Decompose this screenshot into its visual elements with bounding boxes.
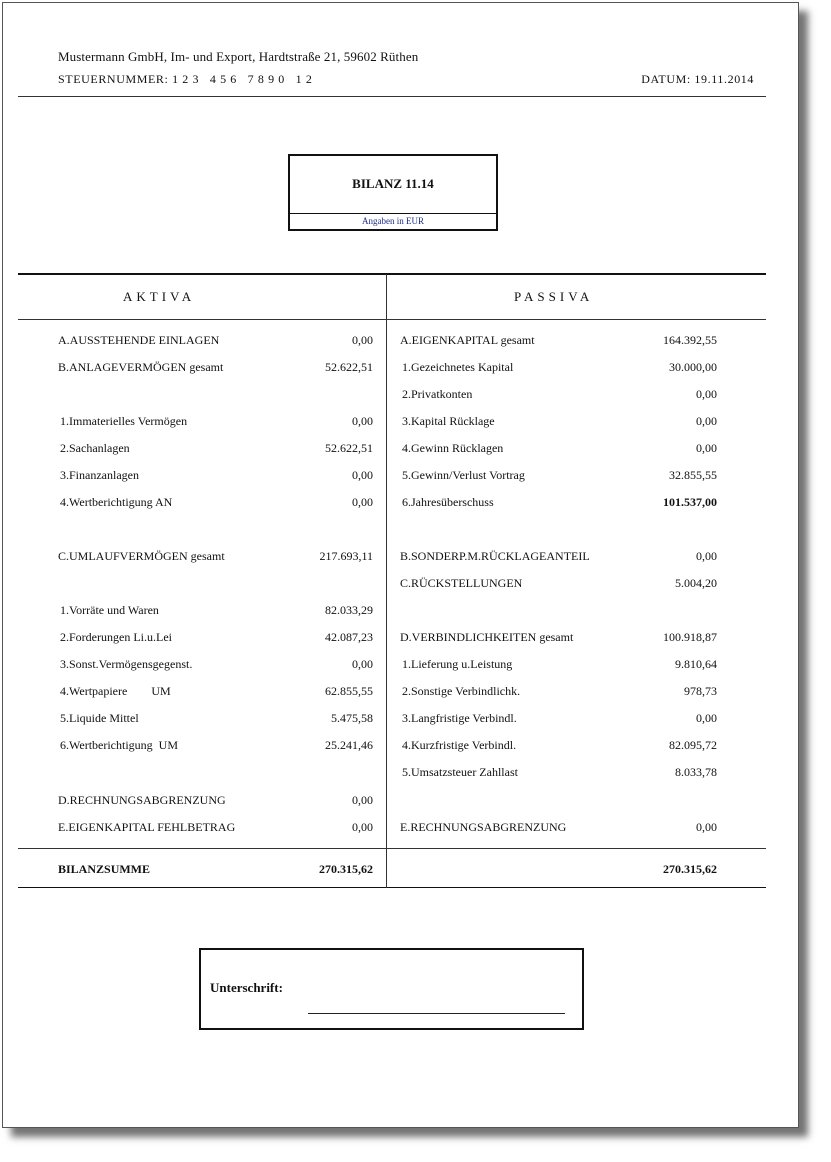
document-date: DATUM: 19.11.2014 <box>641 72 754 86</box>
passiva-row <box>400 684 717 700</box>
passiva-value: 30.000,00 <box>669 360 717 374</box>
passiva-heading: PASSIVA <box>514 289 594 304</box>
passiva-value: 164.392,55 <box>663 333 717 347</box>
table-bottom-border <box>18 887 766 888</box>
aktiva-row <box>58 360 373 376</box>
aktiva-value: 0,00 <box>352 820 373 834</box>
title-box <box>288 154 498 231</box>
table-column-divider <box>386 274 387 888</box>
passiva-row <box>400 820 717 836</box>
aktiva-row <box>58 711 373 727</box>
aktiva-value: 52.622,51 <box>325 360 373 374</box>
passiva-label: B.SONDERP.M.RÜCKLAGEANTEIL <box>400 549 590 563</box>
passiva-label: 6.Jahresüberschuss <box>402 495 494 509</box>
passiva-label: E.RECHNUNGSABGRENZUNG <box>400 820 567 834</box>
total-aktiva-value: 270.315,62 <box>319 862 373 876</box>
aktiva-label: 6.Wertberichtigung UM <box>60 738 179 752</box>
passiva-row <box>400 576 717 592</box>
aktiva-label: 2.Sachanlagen <box>60 441 130 455</box>
aktiva-row <box>58 333 373 349</box>
header-meta <box>58 72 754 87</box>
aktiva-value: 25.241,46 <box>325 738 373 752</box>
aktiva-value: 5.475,58 <box>331 711 373 725</box>
aktiva-label: E.EIGENKAPITAL FEHLBETRAG <box>58 820 236 834</box>
passiva-row <box>400 738 717 754</box>
aktiva-value: 0,00 <box>352 333 373 347</box>
aktiva-row <box>58 603 373 619</box>
passiva-label: 5.Umsatzsteuer Zahllast <box>402 765 518 779</box>
aktiva-label: C.UMLAUFVERMÖGEN gesamt <box>58 549 225 563</box>
aktiva-value: 0,00 <box>352 495 373 509</box>
passiva-label: 4.Kurzfristige Verbindl. <box>402 738 517 752</box>
passiva-label: 5.Gewinn/Verlust Vortrag <box>402 468 525 482</box>
passiva-value: 101.537,00 <box>663 495 717 509</box>
passiva-row <box>400 495 717 511</box>
passiva-label: 1.Gezeichnetes Kapital <box>402 360 514 374</box>
aktiva-row <box>58 820 373 836</box>
passiva-row <box>400 333 717 349</box>
aktiva-row <box>58 684 373 700</box>
aktiva-value: 52.622,51 <box>325 441 373 455</box>
header-divider <box>18 96 766 97</box>
passiva-value: 82.095,72 <box>669 738 717 752</box>
total-row-aktiva <box>58 862 373 878</box>
document-page <box>2 2 799 1128</box>
passiva-label: 1.Lieferung u.Leistung <box>402 657 513 671</box>
total-label: BILANZSUMME <box>58 862 151 876</box>
passiva-label: 2.Sonstige Verbindlichk. <box>402 684 521 698</box>
balance-title: BILANZ 11.14 <box>352 176 434 191</box>
table-header-divider <box>18 319 766 320</box>
aktiva-value: 42.087,23 <box>325 630 373 644</box>
total-passiva-value: 270.315,62 <box>663 862 717 876</box>
aktiva-row <box>58 657 373 673</box>
passiva-value: 9.810,64 <box>675 657 717 671</box>
passiva-row <box>400 441 717 457</box>
currency-note: Angaben in EUR <box>290 213 496 229</box>
passiva-value: 0,00 <box>696 549 717 563</box>
aktiva-label: 2.Forderungen Li.u.Lei <box>60 630 172 644</box>
passiva-label: C.RÜCKSTELLUNGEN <box>400 576 523 590</box>
aktiva-label: 4.Wertberichtigung AN <box>60 495 173 509</box>
aktiva-row <box>58 630 373 646</box>
passiva-label: D.VERBINDLICHKEITEN gesamt <box>400 630 574 644</box>
passiva-value: 100.918,87 <box>663 630 717 644</box>
passiva-value: 32.855,55 <box>669 468 717 482</box>
passiva-label: A.EIGENKAPITAL gesamt <box>400 333 535 347</box>
signature-line[interactable] <box>308 1013 565 1014</box>
aktiva-label: 3.Finanzanlagen <box>60 468 139 482</box>
aktiva-label: 3.Sonst.Vermögensgegenst. <box>60 657 193 671</box>
aktiva-row <box>58 468 373 484</box>
aktiva-value: 0,00 <box>352 793 373 807</box>
aktiva-row <box>58 414 373 430</box>
aktiva-row <box>58 793 373 809</box>
passiva-label: 2.Privatkonten <box>402 387 473 401</box>
passiva-row <box>400 387 717 403</box>
aktiva-value: 0,00 <box>352 657 373 671</box>
aktiva-label: A.AUSSTEHENDE EINLAGEN <box>58 333 220 347</box>
passiva-value: 8.033,78 <box>675 765 717 779</box>
passiva-value: 0,00 <box>696 711 717 725</box>
aktiva-label: 4.Wertpapiere UM <box>60 684 171 698</box>
aktiva-heading: AKTIVA <box>123 289 196 304</box>
aktiva-label: 1.Immaterielles Vermögen <box>60 414 188 428</box>
passiva-row <box>400 711 717 727</box>
signature-box <box>199 948 584 1030</box>
aktiva-value: 0,00 <box>352 414 373 428</box>
signature-label: Unterschrift: <box>210 980 283 995</box>
total-row-passiva <box>400 862 717 878</box>
passiva-label: 3.Langfristige Verbindl. <box>402 711 517 725</box>
aktiva-label: 1.Vorräte und Waren <box>60 603 159 617</box>
passiva-value: 5.004,20 <box>675 576 717 590</box>
table-total-divider <box>18 848 766 849</box>
passiva-label: 4.Gewinn Rücklagen <box>402 441 504 455</box>
passiva-value: 0,00 <box>696 441 717 455</box>
passiva-value: 0,00 <box>696 387 717 401</box>
passiva-row <box>400 468 717 484</box>
passiva-label: 3.Kapital Rücklage <box>402 414 495 428</box>
aktiva-value: 62.855,55 <box>325 684 373 698</box>
passiva-row <box>400 360 717 376</box>
aktiva-row <box>58 441 373 457</box>
passiva-value: 0,00 <box>696 820 717 834</box>
aktiva-label: B.ANLAGEVERMÖGEN gesamt <box>58 360 224 374</box>
passiva-row <box>400 630 717 646</box>
aktiva-row <box>58 549 373 565</box>
passiva-row <box>400 549 717 565</box>
passiva-value: 978,73 <box>684 684 717 698</box>
aktiva-value: 217.693,11 <box>319 549 373 563</box>
aktiva-row <box>58 738 373 754</box>
company-address: Mustermann GmbH, Im- und Export, Hardtstraße 21, 59602 Rüthen <box>58 49 419 64</box>
aktiva-value: 82.033,29 <box>325 603 373 617</box>
passiva-row <box>400 657 717 673</box>
passiva-row <box>400 414 717 430</box>
aktiva-label: D.RECHNUNGSABGRENZUNG <box>58 793 226 807</box>
aktiva-value: 0,00 <box>352 468 373 482</box>
aktiva-row <box>58 495 373 511</box>
passiva-value: 0,00 <box>696 414 717 428</box>
aktiva-label: 5.Liquide Mittel <box>60 711 139 725</box>
passiva-row <box>400 765 717 781</box>
table-top-border <box>18 273 766 275</box>
tax-number: STEUERNUMMER: 1 2 3 4 5 6 7 8 9 0 1 2 <box>58 72 313 86</box>
